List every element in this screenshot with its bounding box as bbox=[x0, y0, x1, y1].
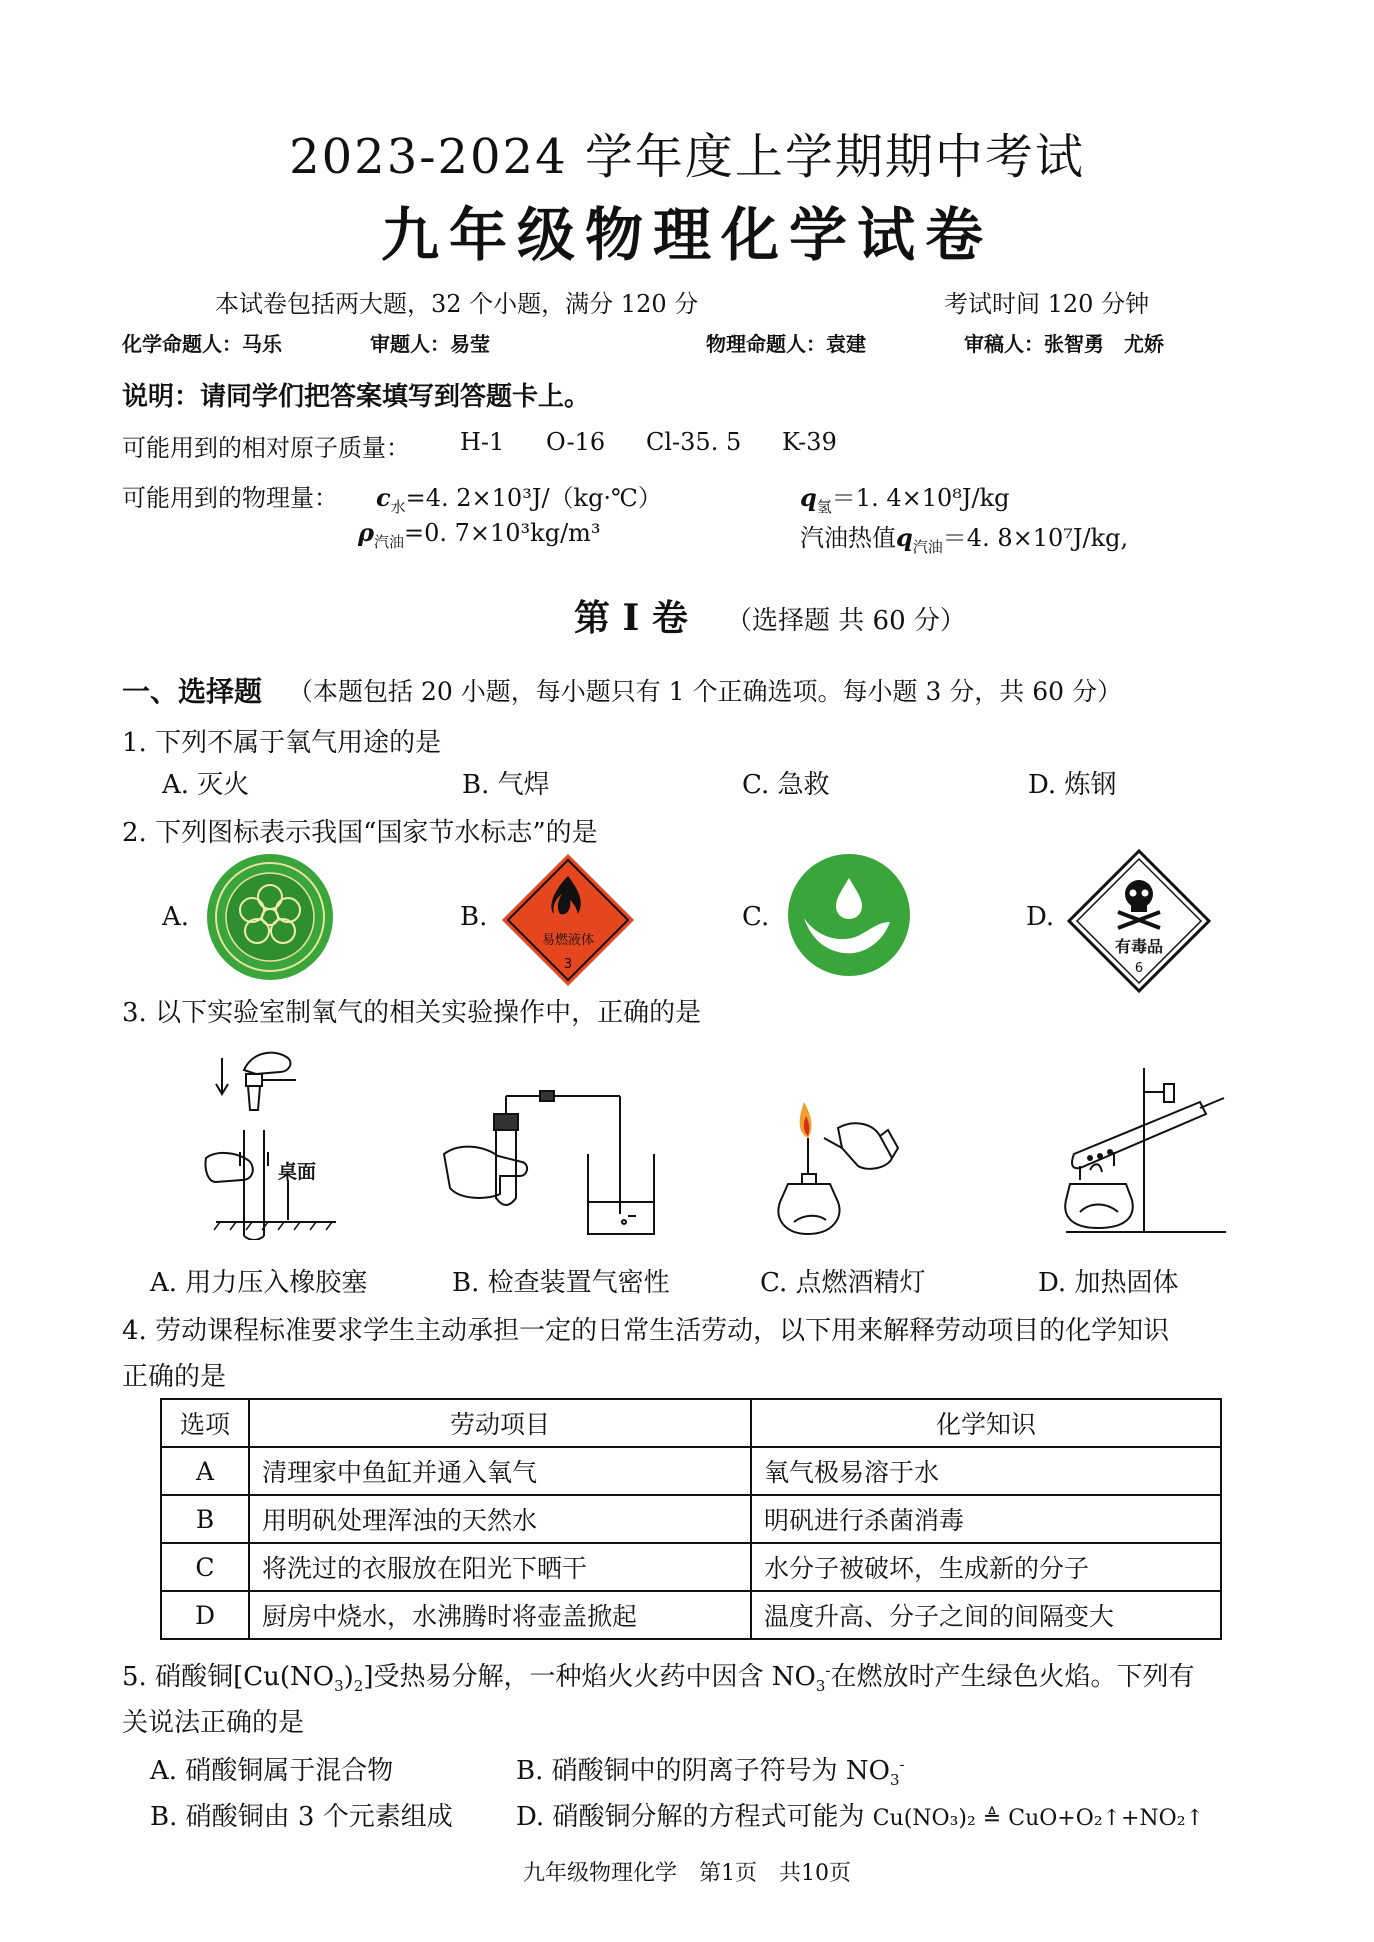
q5-stem-c: ]受热易分解，一种焰火火药中因含 NO bbox=[363, 1662, 816, 1692]
row-knowledge: 温度升高、分子之间的间隔变大 bbox=[751, 1591, 1221, 1639]
paper-title: 九年级物理化学试卷 bbox=[380, 201, 993, 269]
rho-gasoline bbox=[358, 518, 601, 552]
q5-option-b1: B. 硝酸铜中的阴离子符号为 $NO_3^-$ bbox=[516, 1755, 905, 1790]
flammable-class: 3 bbox=[563, 957, 573, 972]
row-option: C bbox=[161, 1543, 249, 1591]
q-gasoline-prefix: 汽油热值 bbox=[800, 524, 896, 552]
q5-stem-a: 5. 硝酸铜[Cu(NO bbox=[122, 1662, 335, 1692]
q1-option-b: B. 气焊 bbox=[462, 770, 550, 800]
q2-label-b: B. bbox=[460, 902, 488, 932]
part-description: （本题包括 20 小题，每小题只有 1 个正确选项。每小题 3 分，共 60 分） bbox=[288, 677, 1123, 706]
rho-gasoline-value: =0. 7×10³kg/m³ bbox=[403, 519, 601, 547]
toxic-icon bbox=[1066, 848, 1212, 994]
q5-stem-d: 在燃放时产生绿色火焰。下列有 bbox=[830, 1662, 1195, 1692]
q5-equation: Cu(NO₃)₂ ≜ CuO+O₂↑+NO₂↑ bbox=[872, 1806, 1204, 1831]
desk-label: 桌面 bbox=[278, 1161, 317, 1183]
sym-rho: ρ bbox=[358, 518, 374, 547]
sub-water: 水 bbox=[390, 497, 406, 516]
q3-option-a: A. 用力压入橡胶塞 bbox=[150, 1268, 368, 1298]
answer-note: 说明：请同学们把答案填写到答题卡上。 bbox=[122, 382, 591, 412]
row-knowledge: 氧气极易溶于水 bbox=[751, 1447, 1221, 1495]
insert-stopper-figure bbox=[196, 1040, 346, 1240]
airtightness-check-figure bbox=[440, 1084, 670, 1244]
atomic-mass-cl: Cl-35. 5 bbox=[646, 428, 742, 456]
row-knowledge: 水分子被破坏，生成新的分子 bbox=[751, 1543, 1221, 1591]
part-title: 一、选择题 bbox=[122, 675, 263, 708]
toxic-class: 6 bbox=[1134, 961, 1144, 976]
sym-c: c bbox=[376, 483, 391, 512]
row-option: B bbox=[161, 1495, 249, 1543]
header-knowledge: 化学知识 bbox=[751, 1399, 1221, 1447]
q3-option-d: D. 加热固体 bbox=[1038, 1268, 1179, 1298]
q3-option-c: C. 点燃酒精灯 bbox=[760, 1268, 926, 1298]
q5-option-a: A. 硝酸铜属于混合物 bbox=[150, 1756, 394, 1786]
q4-stem-line2: 正确的是 bbox=[122, 1362, 227, 1392]
q2-label-d: D. bbox=[1026, 902, 1055, 932]
sub-hydrogen: 氢 bbox=[816, 497, 832, 516]
table-row bbox=[161, 1447, 1221, 1495]
q3-option-b: B. 检查装置气密性 bbox=[452, 1268, 670, 1298]
sym-q-h: q bbox=[800, 483, 817, 512]
q2-stem: 2. 下列图标表示我国“国家节水标志”的是 bbox=[122, 818, 598, 848]
table-row bbox=[161, 1543, 1221, 1591]
q-hydrogen bbox=[800, 478, 1009, 517]
q5-stem-line2: 关说法正确的是 bbox=[122, 1708, 305, 1738]
flammable-text: 易燃液体 bbox=[541, 933, 595, 948]
row-labor: 将洗过的衣服放在阳光下晒干 bbox=[249, 1543, 751, 1591]
q1-option-c: C. 急救 bbox=[742, 770, 830, 800]
q5-option-d-text: D. 硝酸铜分解的方程式可能为 bbox=[516, 1802, 865, 1832]
q1-option-a: A. 灭火 bbox=[162, 770, 250, 800]
row-knowledge: 明矾进行杀菌消毒 bbox=[751, 1495, 1221, 1543]
q-gasoline-value: ＝4. 8×10⁷J/kg, bbox=[942, 524, 1129, 552]
lighting-lamp-figure bbox=[768, 1098, 908, 1240]
q5-option-d bbox=[516, 1796, 1204, 1833]
table-header-row bbox=[161, 1399, 1221, 1447]
q5-option-b1-text: B. 硝酸铜中的阴离子符号为 NO bbox=[516, 1756, 890, 1786]
sub-gasoline-rho: 汽油 bbox=[373, 532, 404, 551]
toxic-text: 有毒品 bbox=[1114, 937, 1164, 956]
c-water bbox=[376, 478, 662, 517]
chem-author: 化学命题人：马乐 bbox=[122, 332, 282, 356]
q5-stem-b: ) bbox=[343, 1662, 354, 1692]
atomic-mass-o: O-16 bbox=[546, 428, 606, 456]
q5-stem-line1: 5. 硝酸铜$[Cu(NO_3)_2]$受热易分解，一种焰火火药中因含 $NO_3^-$在燃放时产生绿色火焰。下列有 bbox=[122, 1661, 1195, 1696]
heating-solid-figure bbox=[1060, 1062, 1230, 1242]
flammable-liquid-icon bbox=[500, 852, 636, 988]
table-row bbox=[161, 1495, 1221, 1543]
labor-table bbox=[160, 1398, 1222, 1640]
row-option: A bbox=[161, 1447, 249, 1495]
q2-label-c: C. bbox=[742, 902, 770, 932]
q1-option-d: D. 炼钢 bbox=[1028, 770, 1117, 800]
exam-info: 本试卷包括两大题，32 个小题，满分 120 分 bbox=[215, 290, 699, 318]
reviewer-2: 审稿人：张智勇 尤娇 bbox=[964, 332, 1164, 356]
row-labor: 清理家中鱼缸并通入氧气 bbox=[249, 1447, 751, 1495]
sym-q-g: q bbox=[896, 523, 913, 552]
phys-author: 物理命题人：袁建 bbox=[706, 332, 866, 356]
q1-stem: 1. 下列不属于氧气用途的是 bbox=[122, 728, 442, 758]
atomic-mass-k: K-39 bbox=[782, 428, 837, 456]
q3-stem: 3. 以下实验室制氧气的相关实验操作中，正确的是 bbox=[122, 998, 702, 1028]
green-emblem-icon bbox=[205, 852, 335, 982]
row-option: D bbox=[161, 1591, 249, 1639]
physics-label: 可能用到的物理量： bbox=[122, 484, 338, 512]
q5-option-b2: B. 硝酸铜由 3 个元素组成 bbox=[150, 1802, 453, 1832]
volume-subtitle: （选择题 共 60 分） bbox=[726, 606, 966, 636]
header-option: 选项 bbox=[161, 1399, 249, 1447]
table-row bbox=[161, 1591, 1221, 1639]
exam-title: 2023-2024 学年度上学期期中考试 bbox=[289, 129, 1085, 185]
q4-stem-line1: 4. 劳动课程标准要求学生主动承担一定的日常生活劳动，以下用来解释劳动项目的化学知识 bbox=[122, 1316, 1170, 1346]
atomic-mass-label: 可能用到的相对原子质量： bbox=[122, 434, 410, 462]
page-footer: 九年级物理化学 第1页 共10页 bbox=[523, 1861, 851, 1886]
row-labor: 用明矾处理浑浊的天然水 bbox=[249, 1495, 751, 1543]
water-saving-icon bbox=[786, 852, 912, 978]
q-gasoline bbox=[800, 518, 1128, 557]
q2-label-a: A. bbox=[162, 902, 190, 932]
volume-title: 第 I 卷 bbox=[574, 597, 688, 639]
q-hydrogen-value: ＝1. 4×10⁸J/kg bbox=[831, 484, 1010, 512]
reviewer-1: 审题人：易莹 bbox=[370, 332, 490, 356]
c-water-value: =4. 2×10³J/（kg·℃） bbox=[405, 484, 662, 512]
atomic-mass-h: H-1 bbox=[460, 428, 505, 456]
exam-time: 考试时间 120 分钟 bbox=[944, 290, 1150, 318]
row-labor: 厨房中烧水，水沸腾时将壶盖掀起 bbox=[249, 1591, 751, 1639]
sub-gasoline-q: 汽油 bbox=[912, 537, 943, 556]
header-labor: 劳动项目 bbox=[249, 1399, 751, 1447]
